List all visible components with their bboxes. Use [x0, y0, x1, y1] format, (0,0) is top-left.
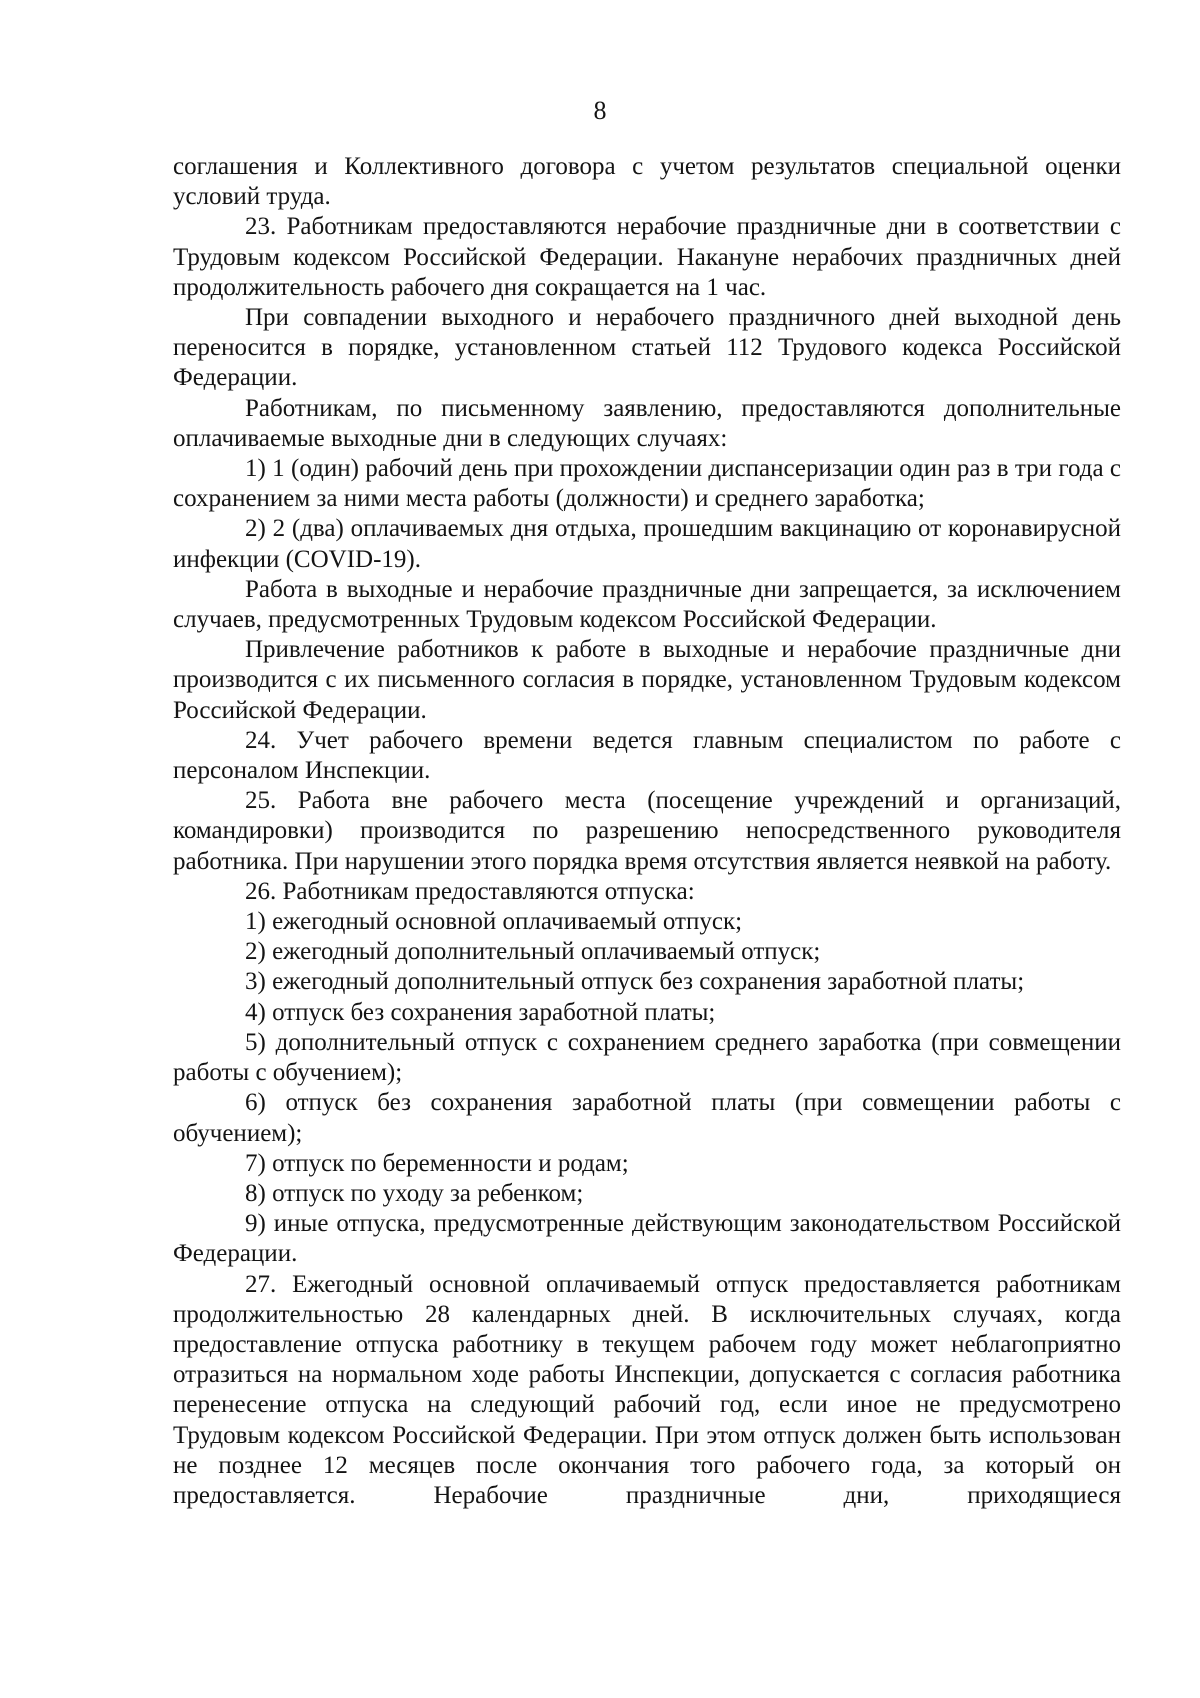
paragraph: 6) отпуск без сохранения заработной платы (при совмещении работы с обучением); [173, 1089, 1121, 1147]
paragraph: 9) иные отпуска, предусмотренные действующим законодательством Российской Федерации. [173, 1210, 1121, 1268]
paragraph: 3) ежегодный дополнительный отпуск без сохранения заработной платы; [245, 968, 1025, 996]
paragraph: Работа в выходные и нерабочие праздничные дни запрещается, за исключением случаев, предусмотренных Трудовым кодексом Российской Федерации. [173, 575, 1121, 634]
paragraph: 2) 2 (два) оплачиваемых дня отдыха, прошедшим вакцинацию от коронавирусной инфекции (COVID-19). [173, 515, 1121, 573]
paragraph: 26. Работникам предоставляются отпуска: [245, 877, 695, 905]
document-body [173, 152, 1121, 1511]
paragraph: соглашения и Коллективного договора с учетом результатов специальной оценки условий труда. [173, 153, 1121, 211]
paragraph: 8) отпуск по уходу за ребенком; [245, 1179, 584, 1207]
paragraph: 4) отпуск без сохранения заработной платы; [245, 998, 716, 1026]
paragraph: 24. Учет рабочего времени ведется главным специалистом по работе с персоналом Инспекции. [173, 726, 1121, 785]
paragraph: 25. Работа вне рабочего места (посещение учреждений и организаций, командировки) производится по разрешению непосредственного руководителя работника. При нарушении этого порядка время отсутствия является неявкой на работу. [173, 787, 1121, 875]
paragraph: Привлечение работников к работе в выходные и нерабочие праздничные дни производится с их письменного согласия в порядке, установленном Трудовым кодексом Российской Федерации. [173, 636, 1121, 724]
page-number: 8 [593, 96, 607, 125]
paragraph: 23. Работникам предоставляются нерабочие праздничные дни в соответствии с Трудовым кодексом Российской Федерации. Накануне нерабочих праздничных дней продолжительность рабочего дня сокращается на 1 час. [173, 213, 1121, 301]
paragraph: 1) 1 (один) рабочий день при прохождении диспансеризации один раз в три года с сохранением за ними места работы (должности) и среднего заработка; [173, 455, 1121, 513]
paragraph: При совпадении выходного и нерабочего праздничного дней выходной день переносится в порядке, установленном статьей 112 Трудового кодекса Российской Федерации. [173, 304, 1121, 392]
paragraph: 5) дополнительный отпуск с сохранением среднего заработка (при совмещении работы с обучением); [173, 1028, 1121, 1087]
paragraph: 1) ежегодный основной оплачиваемый отпуск; [245, 908, 743, 936]
paragraph: 27. Ежегодный основной оплачиваемый отпуск предоставляется работникам продолжительностью 28 календарных дней. В исключительных случаях, когда предоставление отпуска работнику в текущем рабочем году может неблагоприятно отразиться на нормальном ходе работы Инспекции, допускается с согласия работника перенесение отпуска на следующий рабочий год, если иное не предусмотрено Трудовым кодексом Российской Федерации. При этом отпуск должен быть использован не позднее 12 месяцев после окончания того рабочего года, за который он предоставляется. Нерабочие праздничные дни, приходящиеся [173, 1270, 1121, 1509]
paragraph: 7) отпуск по беременности и родам; [245, 1149, 629, 1177]
paragraph: 2) ежегодный дополнительный оплачиваемый отпуск; [245, 938, 821, 966]
paragraph: Работникам, по письменному заявлению, предоставляются дополнительные оплачиваемые выходные дни в следующих случаях: [173, 394, 1121, 452]
